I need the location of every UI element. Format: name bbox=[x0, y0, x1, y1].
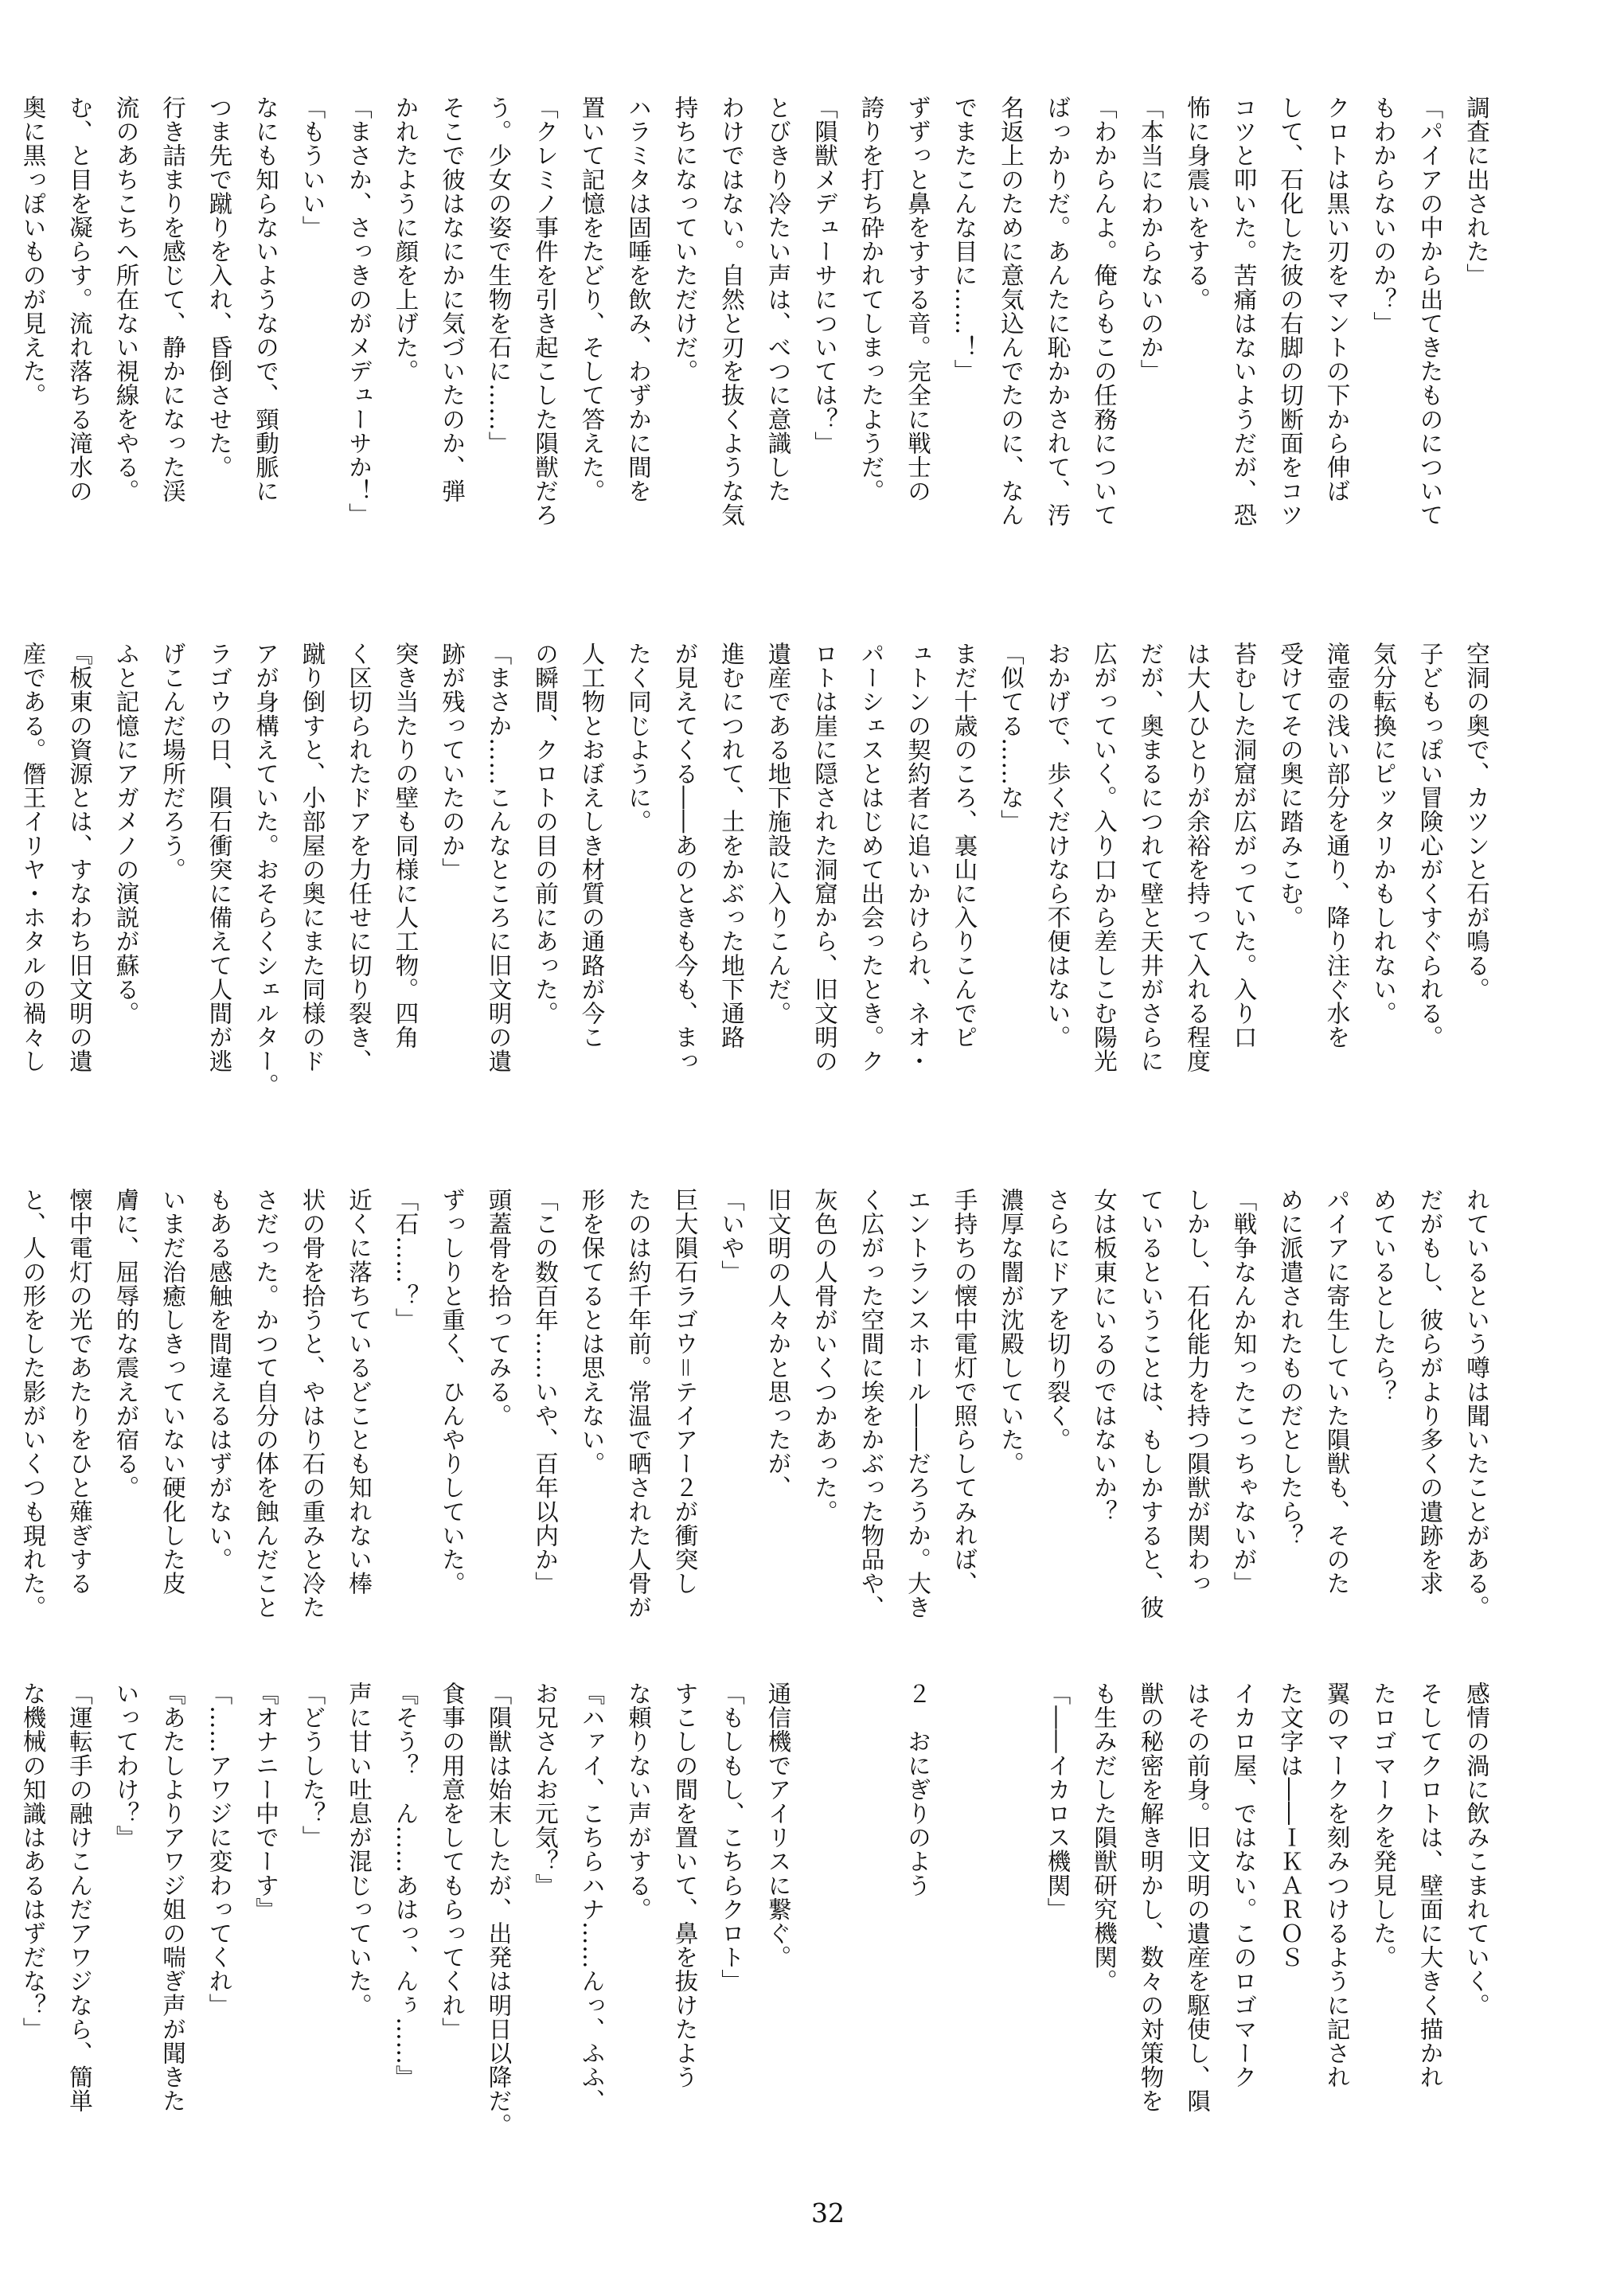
text-line: 調査に出された」 bbox=[1463, 96, 1490, 287]
text-line: クロトは黒い刃をマントの下から伸ば bbox=[1323, 96, 1351, 503]
text-line bbox=[0, 1682, 10, 2159]
text-line: エントランスホール――だろうか。大き bbox=[904, 1188, 931, 1619]
text-line: 旧文明の人々かと思ったが、 bbox=[764, 1188, 792, 1500]
text-line: 「もういい」 bbox=[299, 96, 326, 240]
text-line: さらにドアを切り裂く。 bbox=[1044, 1188, 1072, 1452]
middle-tier bbox=[19, 642, 1500, 1119]
text-line: もわからないのか？」 bbox=[1370, 96, 1397, 335]
text-line: な機械の知識はあるはずだな？」 bbox=[19, 1682, 47, 2041]
text-line bbox=[0, 96, 10, 573]
text-line bbox=[848, 1682, 895, 2159]
text-line: 蹴り倒すと、小部屋の奥にまた同様のド bbox=[299, 642, 326, 1073]
text-line: しかし、石化能力を持つ隕獣が関わっ bbox=[1184, 1188, 1211, 1596]
text-line: 「どうした？」 bbox=[299, 1682, 326, 1850]
text-line: ハラミタは固唾を飲み、わずかに間を bbox=[625, 96, 652, 503]
text-line: 「まさか……こんなところに旧文明の遺 bbox=[485, 642, 513, 1073]
text-line: わけではない。自然と刃を抜くような気 bbox=[718, 96, 745, 527]
text-line: 置いて記憶をたどり、そして答えた。 bbox=[578, 96, 606, 503]
text-line: 濃厚な闇が沈殿していた。 bbox=[997, 1188, 1025, 1476]
text-line bbox=[988, 1682, 1035, 2159]
text-line: だが、奥まるにつれて壁と天井がさらに bbox=[1137, 642, 1165, 1073]
text-line: げこんだ場所だろう。 bbox=[159, 642, 186, 881]
text-line: さだった。かつて自分の体を蝕んだこと bbox=[252, 1188, 279, 1619]
text-line: ているということは、もしかすると、彼 bbox=[1137, 1188, 1165, 1619]
text-line: イカロ屋、ではない。このロゴマーク bbox=[1230, 1682, 1258, 2089]
text-line: 食事の用意をしてもらってくれ」 bbox=[439, 1682, 466, 2041]
text-line: 女は板東にいるのではないか？ bbox=[1091, 1188, 1118, 1524]
text-line: だがもし、彼らがより多くの遺跡を求 bbox=[1416, 1188, 1444, 1596]
text-line bbox=[0, 1188, 10, 1666]
text-line: 人工物とおぼえしき材質の通路が今こ bbox=[578, 642, 606, 1049]
text-line: 奥に黒っぽいものが見えた。 bbox=[19, 96, 47, 408]
text-line: たのは約千年前。常温で晒された人骨が bbox=[625, 1188, 652, 1619]
text-line: 「――イカロス機関」 bbox=[1044, 1682, 1072, 1921]
text-line: 怖に身震いをする。 bbox=[1184, 96, 1211, 311]
text-line: 獣の秘密を解き明かし、数々の対策物を bbox=[1137, 1682, 1165, 2113]
text-line: パーシェスとはじめて出会ったとき。ク bbox=[857, 642, 885, 1073]
text-line: 近くに落ちているどことも知れない棒 bbox=[345, 1188, 373, 1596]
text-line: 頭蓋骨を拾ってみる。 bbox=[485, 1188, 513, 1428]
text-line: いってわけ？』 bbox=[112, 1682, 140, 1850]
text-line: 跡が残っていたのか」 bbox=[439, 642, 466, 881]
text-line: そこで彼はなにかに気づいたのか、弾 bbox=[439, 96, 466, 503]
text-line: おかげで、歩くだけなら不便はない。 bbox=[1044, 642, 1072, 1049]
text-line: アが身構えていた。おそらくシェルター。 bbox=[252, 642, 279, 1097]
text-line: と、人の形をした影がいくつも現れた。 bbox=[19, 1188, 47, 1619]
text-line: 『そう？ ん……あはっ、んぅ……』 bbox=[392, 1682, 420, 2089]
text-line: たく同じように。 bbox=[625, 642, 652, 834]
text-line: 滝壺の浅い部分を通り、降り注ぐ水を bbox=[1323, 642, 1351, 1049]
text-line: はその前身。旧文明の遺産を駆使し、隕 bbox=[1184, 1682, 1211, 2113]
text-line: 「隕獣メデューサについては？」 bbox=[811, 96, 838, 455]
text-line: の瞬間、クロトの目の前にあった。 bbox=[532, 642, 559, 1025]
text-line: でまたこんな目に……！」 bbox=[951, 96, 978, 384]
top-tier bbox=[19, 96, 1500, 573]
text-line: そしてクロトは、壁面に大きく描かれ bbox=[1416, 1682, 1444, 2089]
text-line: く区切られたドアを力任せに切り裂き、 bbox=[345, 642, 373, 1073]
text-line: 『あたしよりアワジ姐の喘ぎ声が聞きた bbox=[159, 1682, 186, 2113]
text-line: は大人ひとりが余裕を持って入れる程度 bbox=[1184, 642, 1211, 1073]
text-line: 懐中電灯の光であたりをひと薙ぎする bbox=[66, 1188, 93, 1596]
text-line: めに派遣されたものだとしたら？ bbox=[1277, 1188, 1304, 1548]
text-line: ラゴウの日、隕石衝突に備えて人間が逃 bbox=[205, 642, 233, 1073]
text-line: まだ十歳のころ、裏山に入りこんでピ bbox=[951, 642, 978, 1049]
text-line: む、と目を凝らす。流れ落ちる滝水の bbox=[66, 96, 93, 503]
text-line: かれたように顔を上げた。 bbox=[392, 96, 420, 384]
text-line bbox=[941, 1682, 988, 2159]
text-line: コツと叩いた。苦痛はないようだが、恐 bbox=[1230, 96, 1258, 527]
text-line: 「この数百年……いや、百年以内か」 bbox=[532, 1188, 559, 1596]
text-line: が見えてくる――あのときも今も、まっ bbox=[671, 642, 699, 1073]
text-line: 膚に、屈辱的な震えが宿る。 bbox=[112, 1188, 140, 1500]
text-line: とびきり冷たい声は、べつに意識した bbox=[764, 96, 792, 503]
page-number: 32 bbox=[811, 2197, 845, 2229]
text-line: 進むにつれて、土をかぶった地下通路 bbox=[718, 642, 745, 1049]
text-line: 「わからんよ。俺らもこの任務について bbox=[1091, 96, 1118, 527]
text-line: 産である。僭王イリヤ・ホタルの禍々し bbox=[19, 642, 47, 1073]
text-line: 行き詰まりを感じて、静かになった渓 bbox=[159, 96, 186, 503]
text-line: な頼りない声がする。 bbox=[625, 1682, 652, 1921]
text-line: 灰色の人骨がいくつかあった。 bbox=[811, 1188, 838, 1524]
text-line: 「もしもし、こちらクロト」 bbox=[718, 1682, 745, 1994]
text-line: 感情の渦に飲みこまれていく。 bbox=[1463, 1682, 1490, 2018]
text-line: た文字は――ＩＫＡＲＯＳ bbox=[1277, 1682, 1304, 1970]
text-line: 突き当たりの壁も同様に人工物。四角 bbox=[392, 642, 420, 1049]
lower-text-block bbox=[19, 1682, 1500, 2159]
text-line: ばっかりだ。あんたに恥かかされて、汚 bbox=[1044, 96, 1072, 527]
text-line: 「パイアの中から出てきたものについて bbox=[1416, 96, 1444, 527]
text-line: して、石化した彼の右脚の切断面をコツ bbox=[1277, 96, 1304, 527]
text-line: 翼のマークを刻みつけるように記され bbox=[1323, 1682, 1351, 2089]
text-line: 「似てる……な」 bbox=[997, 642, 1025, 834]
text-line: 「運転手の融けこんだアワジなら、簡単 bbox=[66, 1682, 93, 2113]
text-line: 気分転換にピッタリかもしれない。 bbox=[1370, 642, 1397, 1025]
text-line: う。少女の姿で生物を石に……」 bbox=[485, 96, 513, 455]
text-line: れているという噂は聞いたことがある。 bbox=[1463, 1188, 1490, 1619]
text-line: 名返上のために意気込んでたのに、なん bbox=[997, 96, 1025, 527]
text-line: つま先で蹴りを入れ、昏倒させた。 bbox=[205, 96, 233, 479]
text-line: 「いや」 bbox=[718, 1188, 745, 1284]
text-line: 広がっていく。入り口から差しこむ陽光 bbox=[1091, 642, 1118, 1073]
text-line: もある感触を間違えるはずがない。 bbox=[205, 1188, 233, 1572]
text-line: ずっしりと重く、ひんやりしていた。 bbox=[439, 1188, 466, 1596]
text-line: ロトは崖に隠された洞窟から、旧文明の bbox=[811, 642, 838, 1073]
text-line: 「……アワジに変わってくれ」 bbox=[205, 1682, 233, 2018]
text-line: ２ おにぎりのよう bbox=[904, 1682, 931, 1897]
text-line: なにも知らないようなので、頸動脈に bbox=[252, 96, 279, 503]
text-line: たロゴマークを発見した。 bbox=[1370, 1682, 1397, 1970]
text-line: 巨大隕石ラゴウ＝テイアー２が衝突し bbox=[671, 1188, 699, 1596]
text-line: お兄さんお元気？』 bbox=[532, 1682, 559, 1897]
text-line: すこしの間を置いて、鼻を抜けたよう bbox=[671, 1682, 699, 2089]
text-line bbox=[0, 642, 10, 1119]
text-line: 通信機でアイリスに繋ぐ。 bbox=[764, 1682, 792, 1970]
text-line: く広がった空間に埃をかぶった物品や、 bbox=[857, 1188, 885, 1619]
text-line: 手持ちの懐中電灯で照らしてみれば、 bbox=[951, 1188, 978, 1596]
text-line: 持ちになっていただけだ。 bbox=[671, 96, 699, 384]
text-line: も生みだした隕獣研究機関。 bbox=[1091, 1682, 1118, 1994]
text-line: 『ハァイ、こちらハナ……んっ、ふふ、 bbox=[578, 1682, 606, 2113]
bottom-tier bbox=[19, 1188, 1500, 1666]
text-line: 形を保てるとは思えない。 bbox=[578, 1188, 606, 1476]
text-line: 「隕獣は始末したが、出発は明日以降だ。 bbox=[485, 1682, 513, 2137]
text-line: ずずっと鼻をすする音。完全に戦士の bbox=[904, 96, 931, 503]
text-line: 受けてその奥に踏みこむ。 bbox=[1277, 642, 1304, 930]
text-line: パイアに寄生していた隕獣も、そのた bbox=[1323, 1188, 1351, 1596]
text-line: 声に甘い吐息が混じっていた。 bbox=[345, 1682, 373, 2018]
text-line: めているとしたら？ bbox=[1370, 1188, 1397, 1404]
text-line: 「まさか、さっきのがメデューサか！」 bbox=[345, 96, 373, 527]
text-line: 子どもっぽい冒険心がくすぐられる。 bbox=[1416, 642, 1444, 1049]
text-line: 『板東の資源とは、すなわち旧文明の遺 bbox=[66, 642, 93, 1073]
text-line: ふと記憶にアガメノの演説が蘇る。 bbox=[112, 642, 140, 1025]
text-line: 『オナニー中でーす』 bbox=[252, 1682, 279, 1921]
text-line: 状の骨を拾うと、やはり石の重みと冷た bbox=[299, 1188, 326, 1619]
text-line: いまだ治癒しきっていない硬化した皮 bbox=[159, 1188, 186, 1596]
text-line: 苔むした洞窟が広がっていた。入り口 bbox=[1230, 642, 1258, 1049]
text-line: 「クレミノ事件を引き起こした隕獣だろ bbox=[532, 96, 559, 527]
text-line: 「石……？」 bbox=[392, 1188, 420, 1332]
text-line: ュトンの契約者に追いかけられ、ネオ・ bbox=[904, 642, 931, 1073]
text-line: 「戦争なんか知ったこっちゃないが」 bbox=[1230, 1188, 1258, 1596]
text-line: 遺産である地下施設に入りこんだ。 bbox=[764, 642, 792, 1025]
text-line: 流のあちこちへ所在ない視線をやる。 bbox=[112, 96, 140, 503]
text-line bbox=[802, 1682, 849, 2159]
text-line: 「本当にわからないのか」 bbox=[1137, 96, 1165, 384]
text-line: 空洞の奥で、カツンと石が鳴る。 bbox=[1463, 642, 1490, 1002]
text-line: 誇りを打ち砕かれてしまったようだ。 bbox=[857, 96, 885, 503]
